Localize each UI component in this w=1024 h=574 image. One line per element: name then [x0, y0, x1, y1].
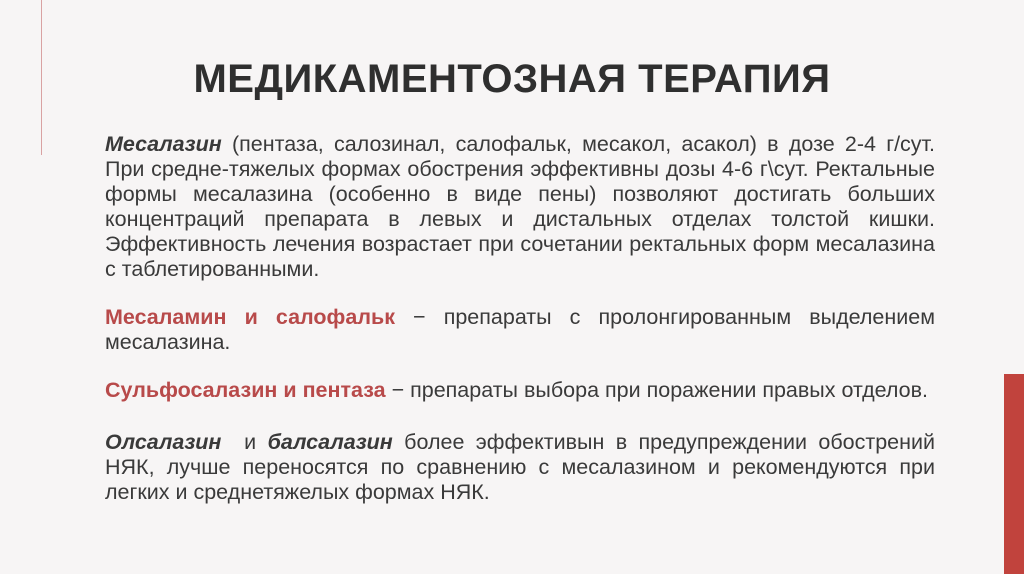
slide-body: [105, 132, 935, 505]
right-accent-bar: [1004, 374, 1024, 574]
drug-name-olsalazine: Олсалазин: [105, 430, 222, 454]
paragraph-mesalazine: [105, 132, 935, 282]
paragraph-mesalamine: [105, 305, 935, 355]
paragraph-text: более эффективын в предупреждении обострений НЯК, лучше переносятся по сравнению с месалазином и рекомендуются при легких и среднетяжелых формах НЯК.: [105, 430, 936, 504]
paragraph-text: (пентаза, салозинал, салофальк, месакол, асакол) в дозе 2-4 г/сут. При средне-тяжелых формах обострения эффективны дозы 4-6 г\сут. Ректальные формы месалазина (особенно в виде пены) позволяют достигать больших концентраций препарата в левых и дистальных отделах толстой кишки. Эффективность лечения возрастает при сочетании ректальных форм месалазина с таблетированными.: [105, 132, 935, 281]
paragraph-text: − препараты выбора при поражении правых отделов.: [385, 378, 929, 402]
drug-name-sulfasalazine-pentasa: Сульфосалазин и пентаза: [105, 378, 386, 402]
drug-name-balsalazide: балсалазин: [267, 430, 393, 454]
paragraph-sulfasalazine: [105, 378, 935, 403]
drug-name-mesalazine: Месалазин: [105, 132, 222, 156]
drug-name-mesalamine-salofalk: Месаламин и салофальк: [105, 305, 395, 329]
connector-text: и: [221, 430, 268, 454]
slide-title: МЕДИКАМЕНТОЗНАЯ ТЕРАПИЯ: [193, 57, 831, 101]
paragraph-text: − препараты с пролонгированным выделением месалазина.: [105, 305, 935, 354]
paragraph-olsalazine: [105, 430, 935, 505]
